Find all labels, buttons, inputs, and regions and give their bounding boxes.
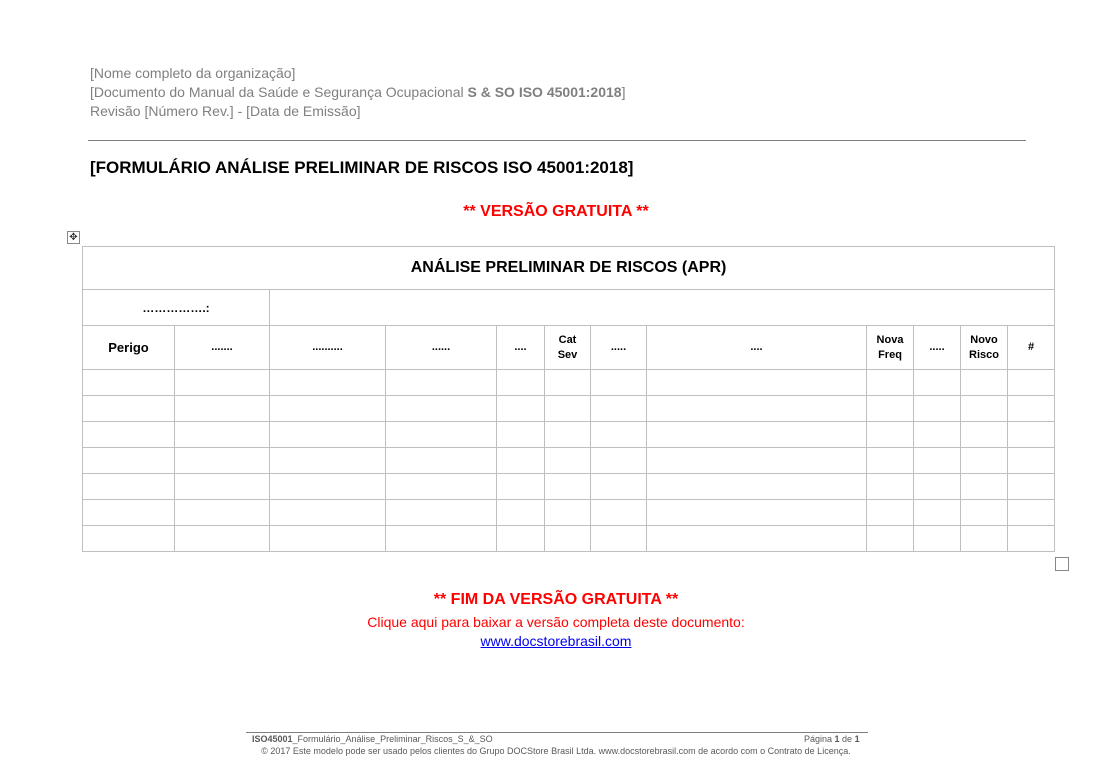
- apr-header-line1: ..........: [312, 341, 343, 353]
- apr-header-cell[interactable]: [386, 326, 497, 370]
- table-cell[interactable]: [497, 370, 545, 396]
- manual-line: [90, 83, 625, 102]
- download-link[interactable]: www.docstorebrasil.com: [480, 633, 632, 649]
- manual-standard: S & SO ISO 45001:2018: [467, 84, 622, 100]
- footer-document-name: [252, 734, 493, 744]
- table-cell[interactable]: [867, 370, 914, 396]
- apr-table-body: [83, 370, 1055, 552]
- table-cell[interactable]: [386, 526, 497, 552]
- footer-divider: [246, 732, 868, 733]
- free-version-banner: ** VERSÃO GRATUITA **: [463, 203, 649, 220]
- apr-header-line1: Perigo: [108, 340, 149, 355]
- footer-page-mid: de: [839, 734, 855, 744]
- table-cell[interactable]: [647, 448, 867, 474]
- table-cell[interactable]: [961, 422, 1008, 448]
- table-cell[interactable]: [591, 500, 647, 526]
- table-cell[interactable]: [647, 474, 867, 500]
- apr-header-cell[interactable]: [591, 326, 647, 370]
- table-cell[interactable]: [545, 474, 591, 500]
- table-cell[interactable]: [1008, 500, 1055, 526]
- footer-page-number: [804, 734, 860, 744]
- table-cell[interactable]: [497, 500, 545, 526]
- table-cell[interactable]: [914, 370, 961, 396]
- apr-header-cell[interactable]: [83, 326, 175, 370]
- table-cell[interactable]: [270, 370, 386, 396]
- apr-header-cell[interactable]: [270, 326, 386, 370]
- apr-header-cell[interactable]: [545, 326, 591, 370]
- apr-header-line1: .....: [929, 341, 945, 353]
- table-cell[interactable]: [1008, 370, 1055, 396]
- document-header: [90, 64, 625, 121]
- apr-header-cell[interactable]: [497, 326, 545, 370]
- apr-table-title: ANÁLISE PRELIMINAR DE RISCOS (APR): [83, 247, 1055, 290]
- form-title: [FORMULÁRIO ANÁLISE PRELIMINAR DE RISCOS ISO 45001:2018]: [90, 158, 634, 177]
- table-cell[interactable]: [386, 500, 497, 526]
- apr-header-cell[interactable]: [175, 326, 270, 370]
- table-cell[interactable]: [867, 500, 914, 526]
- table-row: [83, 448, 1055, 474]
- table-cell[interactable]: [497, 448, 545, 474]
- org-name: [Nome completo da organização]: [90, 65, 296, 81]
- table-cell[interactable]: [961, 396, 1008, 422]
- table-cell[interactable]: [175, 526, 270, 552]
- table-cell[interactable]: [545, 370, 591, 396]
- table-cell[interactable]: [270, 422, 386, 448]
- table-cell[interactable]: [545, 526, 591, 552]
- table-cell[interactable]: [83, 396, 175, 422]
- apr-header-row: [83, 326, 1055, 370]
- table-cell[interactable]: [867, 422, 914, 448]
- table-cell[interactable]: [1008, 422, 1055, 448]
- table-cell[interactable]: [1008, 526, 1055, 552]
- free-version-end-banner: ** FIM DA VERSÃO GRATUITA **: [433, 591, 679, 608]
- table-cell[interactable]: [175, 474, 270, 500]
- apr-header-line1: Novo: [970, 333, 998, 346]
- table-cell[interactable]: [386, 448, 497, 474]
- table-cell[interactable]: [591, 526, 647, 552]
- table-cell[interactable]: [591, 448, 647, 474]
- download-link-wrapper: [0, 633, 1112, 649]
- table-cell[interactable]: [545, 500, 591, 526]
- table-cell[interactable]: [270, 396, 386, 422]
- table-cell[interactable]: [175, 448, 270, 474]
- table-cell[interactable]: [647, 526, 867, 552]
- table-cell[interactable]: [83, 526, 175, 552]
- table-cell[interactable]: [591, 422, 647, 448]
- header-divider: [88, 140, 1026, 141]
- table-cell[interactable]: [386, 370, 497, 396]
- table-cell[interactable]: [591, 370, 647, 396]
- footer-copyright: © 2017 Este modelo pode ser usado pelos clientes do Grupo DOCStore Brasil Ltda. www.docstorebrasil.com de acordo com o Contrato de Licença.: [261, 746, 851, 756]
- table-cell[interactable]: [270, 500, 386, 526]
- table-cell[interactable]: [914, 422, 961, 448]
- table-cell[interactable]: [591, 474, 647, 500]
- table-cell[interactable]: [647, 422, 867, 448]
- table-cell[interactable]: [961, 500, 1008, 526]
- table-cell[interactable]: [867, 396, 914, 422]
- apr-header-line1: Nova: [876, 333, 904, 346]
- table-cell[interactable]: [270, 526, 386, 552]
- table-row: [83, 526, 1055, 552]
- footer-doc-rest: _Formulário_Análise_Preliminar_Riscos_S_&_SO: [292, 734, 493, 744]
- table-cell[interactable]: [270, 448, 386, 474]
- table-cell[interactable]: [386, 474, 497, 500]
- table-cell[interactable]: [1008, 474, 1055, 500]
- apr-header-cell[interactable]: [914, 326, 961, 370]
- table-cell[interactable]: [867, 474, 914, 500]
- manual-suffix: ]: [621, 84, 626, 100]
- apr-header-line2: Sev: [557, 348, 578, 361]
- table-cell[interactable]: [591, 396, 647, 422]
- manual-prefix: [Documento do Manual da Saúde e Segurança Ocupacional: [90, 84, 468, 100]
- table-cell[interactable]: [497, 526, 545, 552]
- table-cell[interactable]: [545, 396, 591, 422]
- apr-sub-label[interactable]: …………….:: [83, 290, 270, 326]
- table-row: [83, 474, 1055, 500]
- apr-sub-value[interactable]: [270, 290, 1055, 326]
- apr-header-cell[interactable]: [1008, 326, 1055, 370]
- table-cell[interactable]: [545, 422, 591, 448]
- apr-header-line1: .......: [211, 341, 233, 353]
- apr-header-line1: ......: [431, 341, 451, 353]
- table-row: [83, 422, 1055, 448]
- table-cell[interactable]: [386, 396, 497, 422]
- table-row: [83, 370, 1055, 396]
- table-cell[interactable]: [497, 422, 545, 448]
- table-cell[interactable]: [961, 448, 1008, 474]
- table-cell[interactable]: [175, 396, 270, 422]
- table-cell[interactable]: [647, 370, 867, 396]
- apr-header-line1: .....: [610, 341, 627, 353]
- table-cell[interactable]: [83, 474, 175, 500]
- table-row: [83, 396, 1055, 422]
- apr-header-line2: Freq: [878, 348, 902, 361]
- table-cell[interactable]: [647, 500, 867, 526]
- revision-line: Revisão [Número Rev.] - [Data de Emissão]: [90, 103, 361, 119]
- table-cell[interactable]: [175, 500, 270, 526]
- apr-header-line2: Risco: [969, 348, 999, 361]
- table-cell[interactable]: [175, 370, 270, 396]
- footer-page-current: 1: [834, 734, 840, 744]
- apr-header-cell[interactable]: [961, 326, 1008, 370]
- table-cell[interactable]: [1008, 448, 1055, 474]
- table-cell[interactable]: [83, 370, 175, 396]
- apr-header-line1: ....: [514, 341, 527, 353]
- table-cell[interactable]: [497, 396, 545, 422]
- table-cell[interactable]: [83, 422, 175, 448]
- download-prompt: Clique aqui para baixar a versão completa deste documento:: [367, 614, 745, 630]
- table-cell[interactable]: [175, 422, 270, 448]
- table-cell[interactable]: [497, 474, 545, 500]
- apr-header-line1: ....: [750, 341, 763, 353]
- table-move-handle-icon[interactable]: ✥: [67, 231, 80, 244]
- table-cell[interactable]: [914, 500, 961, 526]
- table-cell[interactable]: [647, 396, 867, 422]
- table-resize-handle-icon[interactable]: [1055, 557, 1069, 571]
- apr-header-line1: Cat: [558, 333, 577, 346]
- table-cell[interactable]: [961, 474, 1008, 500]
- footer-page-prefix: Página: [804, 734, 835, 744]
- table-cell[interactable]: [83, 500, 175, 526]
- table-cell[interactable]: [914, 448, 961, 474]
- apr-header-cell[interactable]: [867, 326, 914, 370]
- footer-doc-code: ISO45001: [252, 734, 293, 744]
- table-cell[interactable]: [386, 422, 497, 448]
- table-cell[interactable]: [914, 396, 961, 422]
- table-cell[interactable]: [961, 526, 1008, 552]
- apr-header-line1: #: [1027, 341, 1035, 353]
- table-cell[interactable]: [83, 448, 175, 474]
- table-cell[interactable]: [867, 526, 914, 552]
- table-cell[interactable]: [545, 448, 591, 474]
- table-row: [83, 500, 1055, 526]
- table-cell[interactable]: [867, 448, 914, 474]
- table-cell[interactable]: [914, 526, 961, 552]
- apr-header-cell[interactable]: [647, 326, 867, 370]
- table-cell[interactable]: [270, 474, 386, 500]
- apr-table: [82, 246, 1055, 552]
- table-cell[interactable]: [961, 370, 1008, 396]
- footer-page-total: 1: [854, 734, 860, 744]
- table-cell[interactable]: [914, 474, 961, 500]
- table-cell[interactable]: [1008, 396, 1055, 422]
